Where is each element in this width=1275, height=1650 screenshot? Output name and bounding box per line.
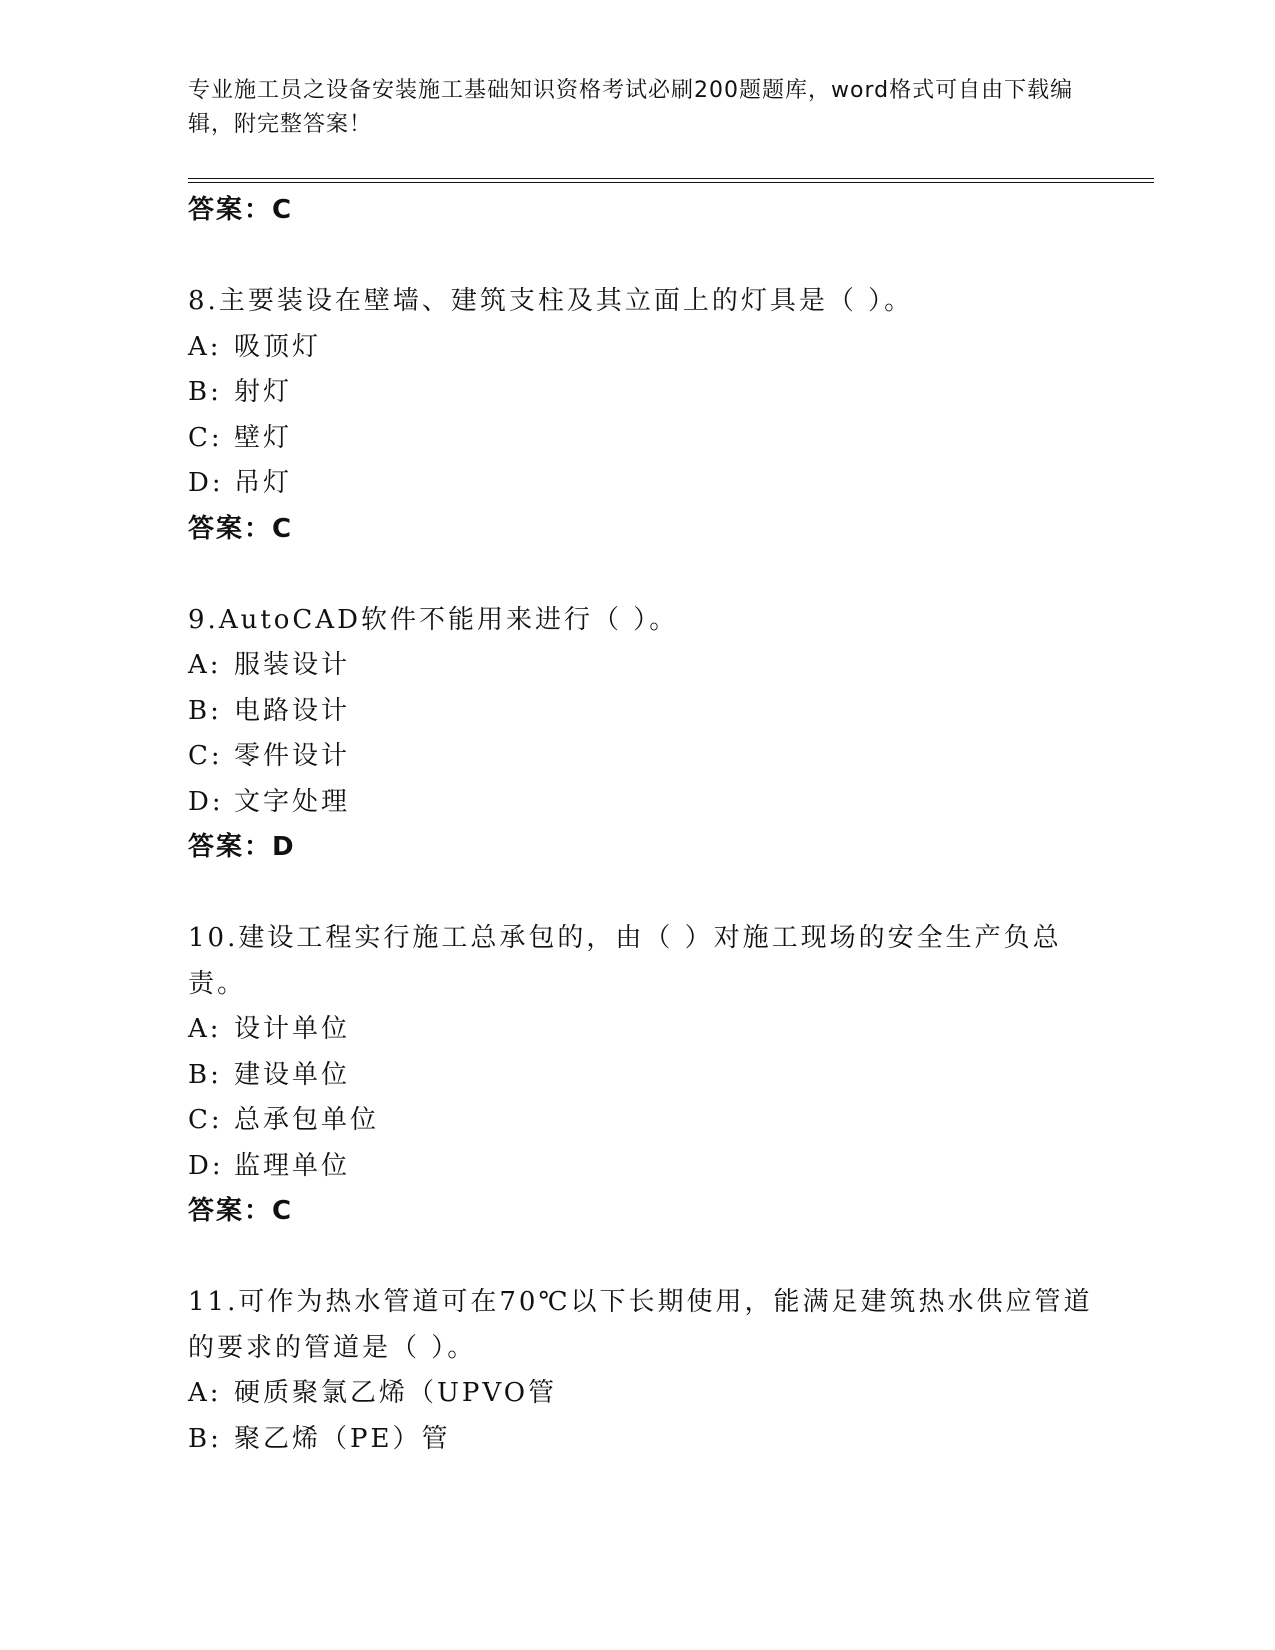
option-key: B: <box>188 695 222 726</box>
option-d <box>188 780 1088 826</box>
question-10 <box>188 916 1088 1235</box>
answer-line <box>188 507 1088 553</box>
option-b <box>188 1417 1088 1463</box>
question-8 <box>188 279 1088 552</box>
option-text: 文字处理 <box>234 786 351 817</box>
answer-value: C <box>272 1196 294 1226</box>
option-c <box>188 416 1088 462</box>
option-text: 设计单位 <box>234 1014 351 1044</box>
question-number: 11. <box>188 1287 239 1317</box>
question-number: 10. <box>188 923 239 953</box>
answer-label: 答案： <box>188 1196 273 1226</box>
question-list <box>188 188 1093 1462</box>
answer-value: C <box>272 513 294 544</box>
option-b <box>188 370 1088 416</box>
question-text <box>188 279 1088 325</box>
option-a <box>188 1371 1088 1417</box>
option-key: A: <box>188 1014 222 1044</box>
question-text <box>188 598 1088 644</box>
option-key: D: <box>188 1150 224 1181</box>
option-text: 射灯 <box>234 377 293 407</box>
option-text: 总承包单位 <box>234 1105 380 1135</box>
document-header: 专业施工员之设备安装施工基础知识资格考试必刷200题题库，word格式可自由下载编辑，附完整答案！ <box>188 78 1074 137</box>
option-a <box>188 1007 1088 1053</box>
spacer <box>188 552 1088 598</box>
option-text: 服装设计 <box>234 650 351 680</box>
option-text: 电路设计 <box>234 695 351 726</box>
option-key: B: <box>188 1423 222 1454</box>
option-c <box>188 1098 1088 1144</box>
option-text: 硬质聚氯乙烯（UPVO管 <box>234 1378 558 1408</box>
question-text-cont: 责。 <box>188 968 247 999</box>
spacer <box>188 234 1088 280</box>
option-a <box>188 643 1088 689</box>
option-b <box>188 1053 1088 1099</box>
header-rule-bottom <box>188 182 1154 183</box>
option-a <box>188 325 1088 371</box>
option-key: A: <box>188 331 222 362</box>
answer-label: 答案： <box>188 832 273 862</box>
option-key: A: <box>188 650 222 680</box>
spacer <box>188 871 1088 917</box>
question-9 <box>188 598 1088 871</box>
answer-line <box>188 188 1088 234</box>
option-key: B: <box>188 377 222 407</box>
option-text: 零件设计 <box>234 741 351 771</box>
answer-line <box>188 1189 1088 1235</box>
option-text: 吊灯 <box>234 468 293 498</box>
option-text: 建设单位 <box>234 1059 351 1090</box>
option-text: 聚乙烯（PE）管 <box>234 1423 451 1454</box>
question-number: 8. <box>188 286 219 316</box>
option-key: D: <box>188 786 224 817</box>
option-key: C: <box>188 741 223 771</box>
question-number: 9. <box>188 604 219 635</box>
option-key: A: <box>188 1378 222 1408</box>
answer-line <box>188 825 1088 871</box>
question-text-cont: 的要求的管道是（ ）。 <box>188 1332 477 1363</box>
option-key: C: <box>188 1105 223 1135</box>
option-d <box>188 461 1088 507</box>
question-11 <box>188 1280 1093 1462</box>
answer-value: C <box>272 195 294 225</box>
option-c <box>188 734 1088 780</box>
option-key: B: <box>188 1059 222 1090</box>
option-text: 监理单位 <box>234 1150 351 1181</box>
answer-label: 答案： <box>188 513 273 544</box>
option-text: 吸顶灯 <box>234 331 322 362</box>
question-stem: 建设工程实行施工总承包的，由（ ）对施工现场的安全生产负总 <box>238 923 1062 953</box>
answer-label: 答案： <box>188 195 273 225</box>
spacer <box>188 1235 1088 1281</box>
answer-value: D <box>272 832 296 862</box>
option-text: 壁灯 <box>234 422 293 453</box>
question-stem: 可作为热水管道可在70℃以下长期使用，能满足建筑热水供应管道 <box>238 1287 1093 1317</box>
option-key: D: <box>188 468 224 498</box>
question-text <box>188 1280 1093 1326</box>
header-rule-top <box>188 178 1154 179</box>
question-stem: 主要装设在壁墙、建筑支柱及其立面上的灯具是（ ）。 <box>218 286 914 316</box>
question-stem: AutoCAD软件不能用来进行（ ）。 <box>218 604 679 635</box>
option-d <box>188 1144 1088 1190</box>
option-b <box>188 689 1088 735</box>
option-key: C: <box>188 422 223 453</box>
question-text <box>188 916 1088 962</box>
